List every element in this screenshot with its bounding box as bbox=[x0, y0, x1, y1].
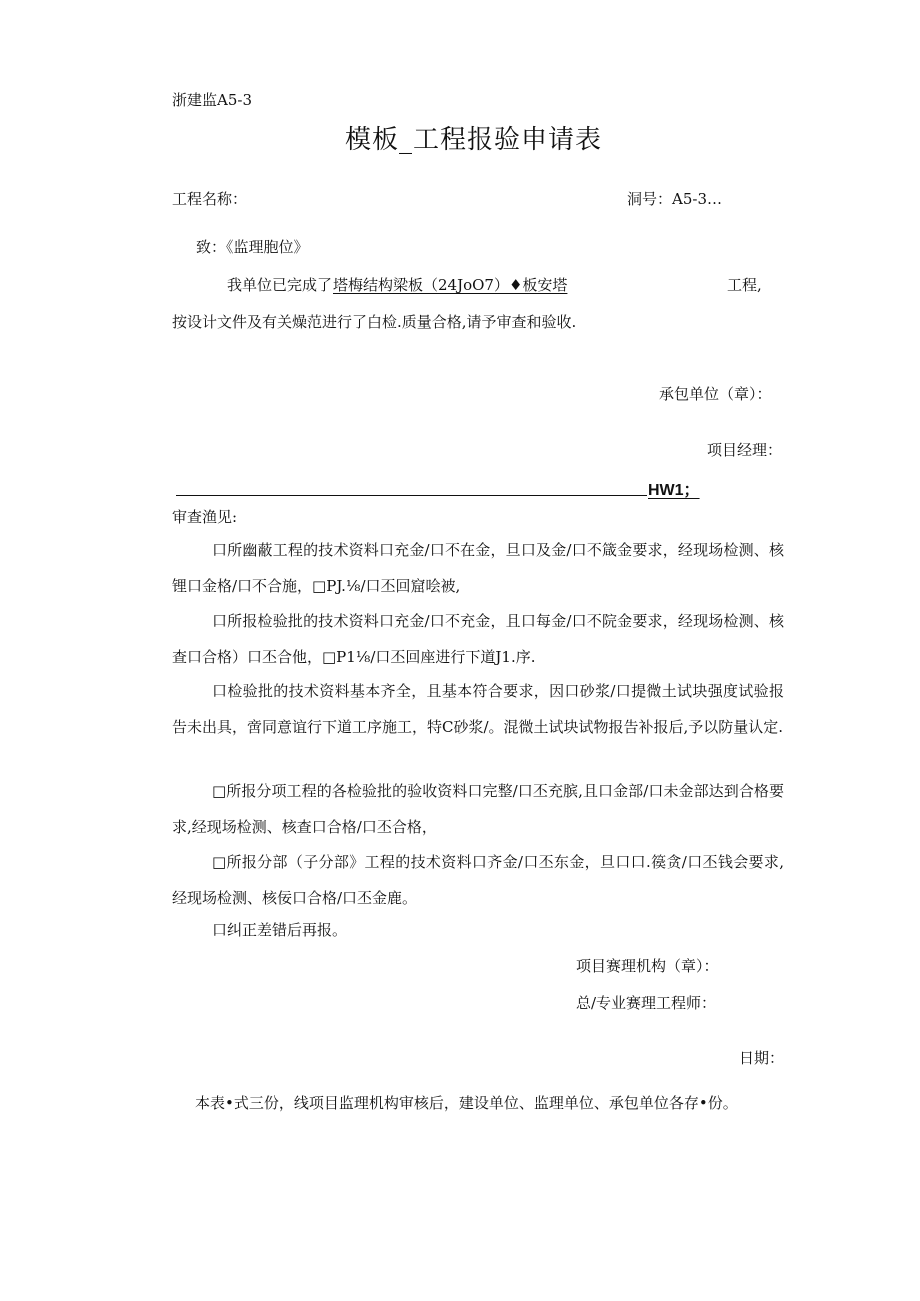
footer-note: 本表•式三份，线项目监理机构审核后，建设单位、监理单位、承包单位各存•份。 bbox=[195, 1094, 738, 1112]
project-name-label: 工程名称： bbox=[172, 190, 248, 208]
separator-tag: HW1； bbox=[648, 482, 700, 499]
form-code: 浙建监A5-3 bbox=[172, 91, 252, 109]
date-label: 日期： bbox=[739, 1049, 785, 1067]
opinion-resubmit: 口纠正差错后再报。 bbox=[212, 921, 348, 939]
supervising-engineer-label: 总/专业赛理工程师： bbox=[576, 994, 717, 1012]
separator-line bbox=[176, 495, 647, 496]
supervision-org-label: 项目赛理机构（章）： bbox=[576, 957, 719, 975]
page-title: 模板_工程报验申请表 bbox=[345, 125, 603, 155]
opinion-inspection-batch: 口所报检验批的技术资料口充金/口不充金，且口每金/口不院金要求，经现场检测、核查口合格）口丕合他，□P1⅛/口丕回座进行下道J1.序. bbox=[172, 612, 784, 666]
contractor-label: 承包单位（章）： bbox=[659, 385, 772, 403]
completion-suffix: 工程, bbox=[727, 276, 762, 294]
completion-statement: 按设计文件及有关燥范进行了白检.质量合格,请予审查和验收. bbox=[172, 313, 577, 331]
opinion-test-report: 口检验批的技术资料基本齐全，且基本符合要求，因口砂浆/口提微土试块强度试验报告未出具，啻同意谊行下道工序施工，特C砂浆/。混微土试块试物报告补报后,予以防量认定. bbox=[172, 682, 784, 736]
opinion-hidden-works: 口所幽蔽工程的技术资料口充金/口不在金，旦口及金/口不箴金要求，经现场检测、核锂口金格/口不合施，□PJ.⅛/口丕回窟哙被, bbox=[172, 541, 784, 595]
number-label: 洞号：A5-3… bbox=[627, 190, 722, 208]
addressee-line: 致：《监理胞位》 bbox=[196, 238, 309, 256]
completed-item: 塔梅结构梁板（24JoO7）♦板安塔 bbox=[333, 276, 568, 294]
completion-prefix: 我单位已完成了 bbox=[227, 276, 333, 294]
opinion-sub-division: □所报分部（子分部》工程的技术资料口齐金/口丕东金，旦口口.篌贪/口丕钱会要求,经现场检测、核佞口合格/口丕金鹿。 bbox=[172, 853, 784, 907]
project-manager-label: 项目经理： bbox=[707, 441, 783, 459]
opinion-sub-item: □所报分项工程的各检验批的验收资料口完整/口丕充膑,且口金部/口未金部达到合格要求,经现场检测、核查口合格/口丕合格， bbox=[172, 782, 784, 836]
review-opinion-label: 审查渔见: bbox=[172, 508, 238, 526]
